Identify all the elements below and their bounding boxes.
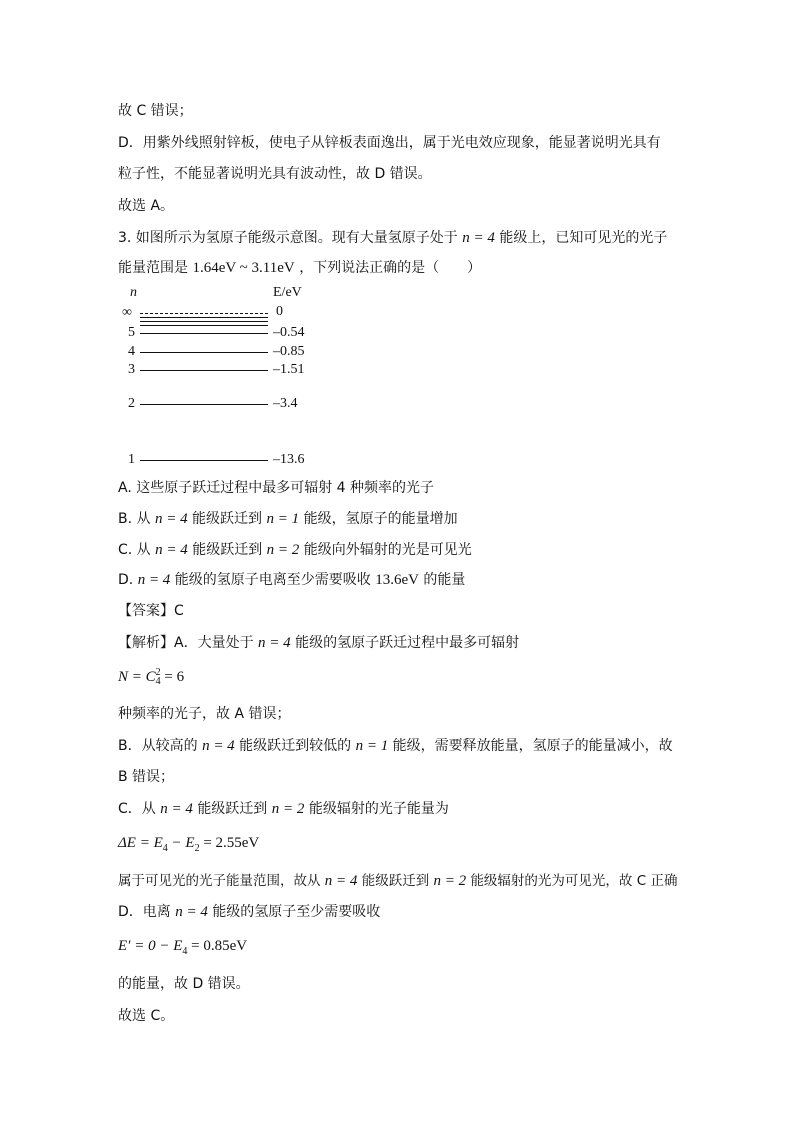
level-line-infinity — [140, 313, 268, 314]
option-text: 能级的氢原子电离至少需要吸收 — [174, 572, 371, 588]
analysis-text: 能级辐射的光为可见光，故 C 正确 — [470, 873, 678, 889]
analysis-text: C．从 — [118, 801, 156, 817]
equation-sub: 4 — [155, 676, 161, 687]
math-n2: n = 2 — [271, 801, 305, 817]
option-text: D. — [118, 572, 134, 588]
math-n2: n = 2 — [433, 873, 467, 889]
analysis-line — [118, 902, 380, 922]
equation-sub: 4 — [182, 945, 188, 957]
option-d — [118, 570, 465, 590]
text-line: 粒子性，不能显著说明光具有波动性，故 D 错误。 — [118, 166, 432, 182]
equation-n — [118, 667, 184, 687]
text-line: 故 C 错误； — [118, 103, 193, 119]
option-text: 能级跃迁到 — [192, 511, 263, 527]
equation-sup: 2 — [155, 667, 161, 678]
math-n4: n = 4 — [324, 873, 358, 889]
level-line-4 — [140, 352, 268, 353]
option-a: A. 这些原子跃迁过程中最多可辐射 4 种频率的光子 — [118, 480, 435, 496]
energy-value: 13.6eV — [375, 572, 419, 588]
energy-level-diagram — [118, 283, 358, 473]
level-line-dense — [140, 325, 268, 326]
analysis-line — [118, 633, 519, 653]
equation-e-prime — [118, 936, 247, 962]
analysis-text: 【解析】A．大量处于 — [118, 635, 254, 651]
math-n4: n = 4 — [175, 904, 208, 920]
analysis-text: 能级的氢原子至少需要吸收 — [212, 904, 381, 920]
equation-text: ΔE = E — [118, 835, 163, 851]
equation-sub: 2 — [194, 842, 200, 854]
question-text: 能级上，已知可见光的光子 — [499, 230, 668, 246]
math-n4: n = 4 — [137, 572, 171, 588]
n-header: n — [130, 285, 137, 300]
analysis-text: D．电离 — [118, 904, 171, 920]
analysis-text: 能级的氢原子跃迁过程中最多可辐射 — [295, 635, 520, 651]
question-line-2 — [118, 258, 481, 278]
level-n-label: 2 — [128, 396, 135, 411]
analysis-line: 的能量，故 D 错误。 — [118, 976, 250, 992]
option-text: 能级向外辐射的光是可见光 — [303, 542, 472, 558]
level-e-label: –1.51 — [273, 362, 305, 377]
analysis-text: 属于可见光的光子能量范围，故从 — [118, 873, 321, 889]
level-e-label: –3.4 — [273, 396, 298, 411]
level-e-label: –0.85 — [273, 344, 305, 359]
math-n4: n = 4 — [154, 511, 188, 527]
question-text: ，下列说法正确的是（ ） — [299, 260, 482, 276]
analysis-text: 能级跃迁到 — [361, 873, 430, 889]
text-line: 故选 A。 — [118, 198, 175, 214]
equation-delta-e — [118, 833, 259, 859]
analysis-line — [118, 799, 449, 819]
analysis-line: B 错误； — [118, 769, 175, 785]
option-text: 能级，氢原子的能量增加 — [303, 511, 458, 527]
analysis-line: 种频率的光子，故 A 错误； — [118, 706, 291, 722]
equation-text: N = C — [118, 669, 156, 685]
math-n1: n = 1 — [266, 511, 300, 527]
level-line-3 — [140, 370, 268, 371]
question-text: 能量范围是 — [118, 260, 188, 276]
analysis-text: B．从较高的 — [118, 738, 198, 754]
answer: 【答案】C — [118, 603, 184, 619]
analysis-line: 故选 C。 — [118, 1008, 175, 1024]
equation-value: = 0.85eV — [187, 938, 248, 954]
analysis-line — [118, 871, 677, 891]
math-n1: n = 1 — [355, 738, 389, 754]
analysis-text: 能级跃迁到较低的 — [239, 738, 352, 754]
energy-range: 1.64eV ~ 3.11eV — [192, 260, 295, 276]
equation-sub: 4 — [162, 842, 168, 854]
math-n2: n = 2 — [266, 542, 300, 558]
option-text: 的能量 — [423, 572, 466, 588]
level-n-label: 5 — [128, 325, 135, 340]
level-n-label: 3 — [128, 362, 135, 377]
option-b — [118, 509, 458, 529]
analysis-text: 能级辐射的光子能量为 — [308, 801, 449, 817]
option-text: B. 从 — [118, 511, 151, 527]
question-text: 3. 如图所示为氢原子能级示意图。现有大量氢原子处于 — [118, 230, 458, 246]
analysis-line — [118, 736, 673, 756]
question-line-1 — [118, 228, 667, 248]
math-n4: n = 4 — [202, 738, 235, 754]
option-c — [118, 540, 472, 560]
level-n-label: 1 — [128, 452, 135, 467]
level-e-label: –0.54 — [273, 325, 305, 340]
analysis-text: 能级，需要释放能量，氢原子的能量减小，故 — [392, 738, 673, 754]
equation-text: E′ = 0 − E — [118, 938, 183, 954]
level-e-label: –13.6 — [273, 452, 305, 467]
level-n-label: ∞ — [122, 305, 132, 320]
equation-value: = 6 — [160, 669, 185, 685]
math-n4: n = 4 — [155, 542, 188, 558]
analysis-text: 能级跃迁到 — [197, 801, 268, 817]
level-n-label: 4 — [128, 344, 135, 359]
text-line: D．用紫外线照射锌板，使电子从锌板表面逸出，属于光电效应现象，能显著说明光具有 — [118, 135, 661, 151]
math-n4: n = 4 — [160, 801, 193, 817]
option-text: 能级跃迁到 — [192, 542, 263, 558]
level-line-5 — [140, 333, 268, 334]
equation-value: = 2.55eV — [199, 835, 260, 851]
option-text: C. 从 — [118, 542, 151, 558]
level-line-2 — [140, 404, 268, 405]
level-line-dense — [140, 317, 268, 318]
equation-text: − E — [167, 835, 195, 851]
e-header: E/eV — [273, 285, 302, 300]
level-e-label: 0 — [276, 304, 283, 319]
level-line-dense — [140, 321, 268, 322]
level-line-1 — [140, 460, 268, 461]
math-n4: n = 4 — [462, 230, 495, 246]
math-n4: n = 4 — [258, 635, 291, 651]
